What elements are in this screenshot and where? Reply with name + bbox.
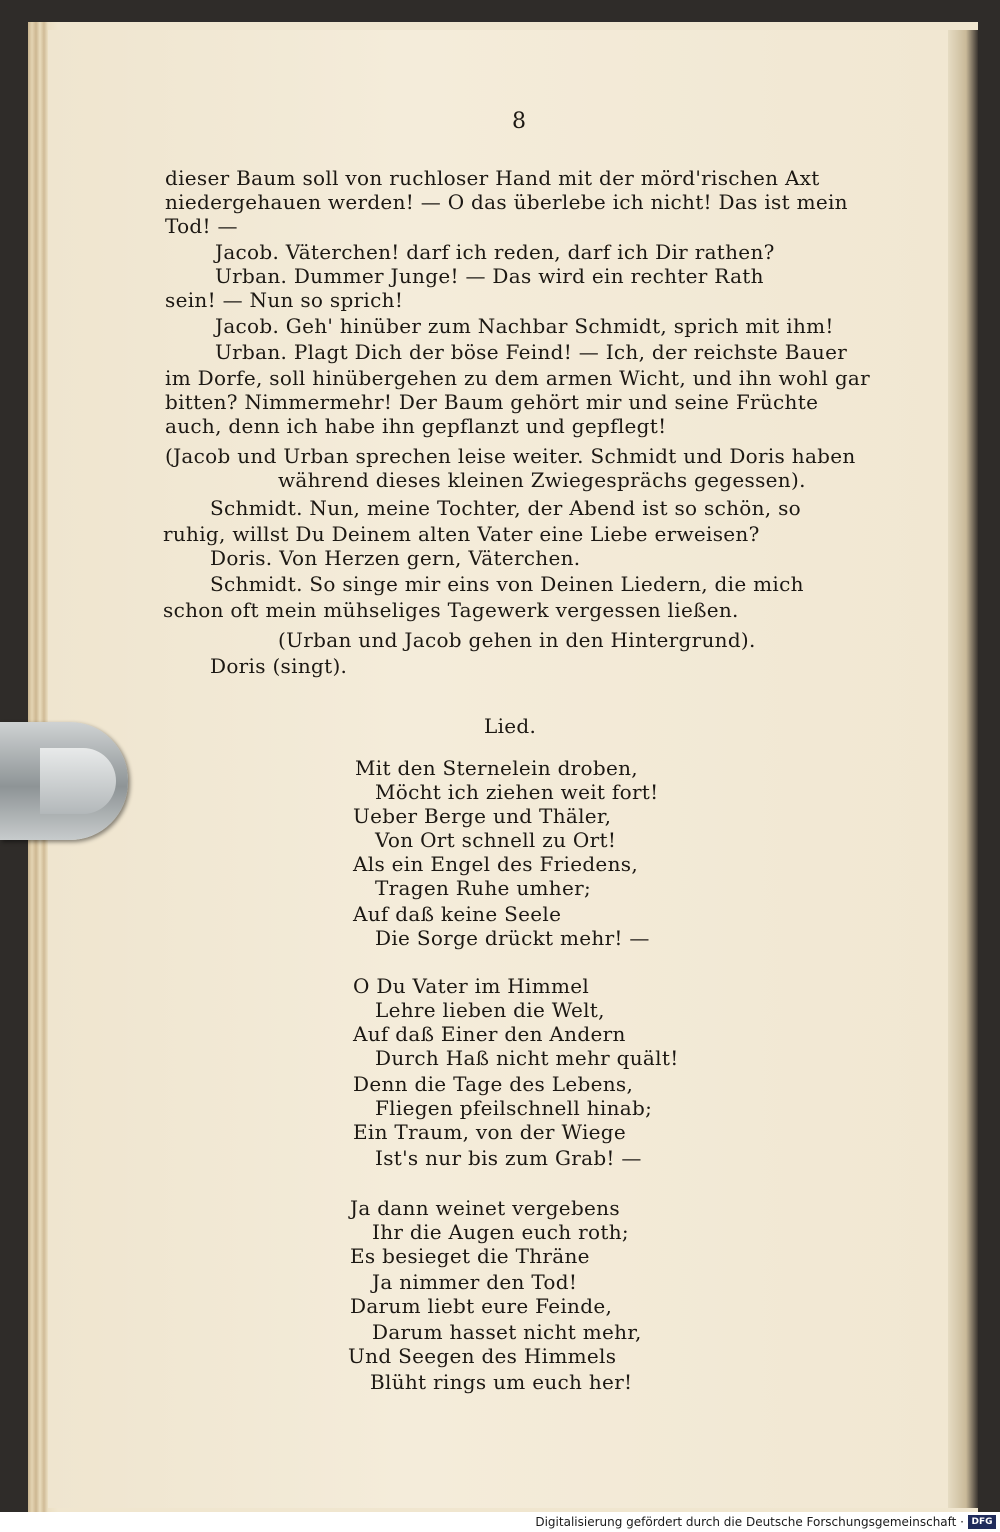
verse-line: Ihr die Augen euch roth; xyxy=(372,1220,629,1244)
stage-direction: während dieses kleinen Zwiegesprächs gegessen). xyxy=(278,468,806,492)
verse-line: Ist's nur bis zum Grab! — xyxy=(375,1146,642,1170)
verse-line: Durch Haß nicht mehr quält! xyxy=(375,1046,679,1070)
text-line: niedergehauen werden! — O das überlebe ich nicht! Das ist mein xyxy=(165,190,848,214)
stage-direction: (Jacob und Urban sprechen leise weiter. Schmidt und Doris haben xyxy=(165,444,856,468)
verse-line: Darum hasset nicht mehr, xyxy=(372,1320,642,1344)
verse-line: Lehre lieben die Welt, xyxy=(375,998,605,1022)
verse-line: Die Sorge drückt mehr! — xyxy=(375,926,650,950)
text-line: Jacob. Geh' hinüber zum Nachbar Schmidt, sprich mit ihm! xyxy=(215,314,834,338)
verse-line: Ja dann weinet vergebens xyxy=(350,1196,620,1220)
verse-line: Von Ort schnell zu Ort! xyxy=(375,828,617,852)
text-line: Urban. Dummer Junge! — Das wird ein rechter Rath xyxy=(215,264,764,288)
page-number: 8 xyxy=(512,109,527,134)
verse-line: Auf daß Einer den Andern xyxy=(353,1022,626,1046)
text-line: Urban. Plagt Dich der böse Feind! — Ich, der reichste Bauer xyxy=(215,340,848,364)
verse-line: Und Seegen des Himmels xyxy=(348,1344,617,1368)
verse-line: Mit den Sternelein droben, xyxy=(355,756,638,780)
verse-line: Tragen Ruhe umher; xyxy=(375,876,591,900)
verse-line: Ein Traum, von der Wiege xyxy=(353,1120,627,1144)
text-line: Doris. Von Herzen gern, Väterchen. xyxy=(210,546,581,570)
verse-line: Ja nimmer den Tod! xyxy=(372,1270,578,1294)
text-line: dieser Baum soll von ruchloser Hand mit der mörd'rischen Axt xyxy=(165,166,820,190)
page-right-edge xyxy=(948,30,978,1508)
verse-line: O Du Vater im Himmel xyxy=(353,974,590,998)
text-line: auch, denn ich habe ihn gepflanzt und gepflegt! xyxy=(165,414,667,438)
song-title: Lied. xyxy=(484,714,537,738)
stage-direction: (Urban und Jacob gehen in den Hintergrund). xyxy=(278,628,756,652)
verse-line: Ueber Berge und Thäler, xyxy=(353,804,612,828)
verse-line: Darum liebt eure Feinde, xyxy=(350,1294,613,1318)
text-line: schon oft mein mühseliges Tagewerk vergessen ließen. xyxy=(163,598,739,622)
text-line: sein! — Nun so sprich! xyxy=(165,288,404,312)
verse-line: Als ein Engel des Friedens, xyxy=(353,852,638,876)
text-line: Doris (singt). xyxy=(210,654,348,678)
text-line: bitten? Nimmermehr! Der Baum gehört mir und seine Früchte xyxy=(165,390,819,414)
verse-line: Blüht rings um euch her! xyxy=(370,1370,633,1394)
verse-line: Es besieget die Thräne xyxy=(350,1244,590,1268)
verse-line: Auf daß keine Seele xyxy=(353,902,562,926)
dfg-logo-icon: DFG xyxy=(968,1515,996,1529)
verse-line: Möcht ich ziehen weit fort! xyxy=(375,780,659,804)
footer-bar xyxy=(0,1512,1000,1532)
text-line: Schmidt. Nun, meine Tochter, der Abend ist so schön, so xyxy=(210,496,801,520)
verse-line: Denn die Tage des Lebens, xyxy=(353,1072,634,1096)
text-line: Tod! — xyxy=(165,214,238,238)
text-line: Jacob. Väterchen! darf ich reden, darf ich Dir rathen? xyxy=(215,240,775,264)
text-line: im Dorfe, soll hinübergehen zu dem armen Wicht, und ihn wohl gar xyxy=(165,366,871,390)
text-line: ruhig, willst Du Deinem alten Vater eine Liebe erweisen? xyxy=(163,522,760,546)
text-line: Schmidt. So singe mir eins von Deinen Liedern, die mich xyxy=(210,572,804,596)
verse-line: Fliegen pfeilschnell hinab; xyxy=(375,1096,653,1120)
footer-credit: Digitalisierung gefördert durch die Deutsche Forschungsgemeinschaft · xyxy=(535,1515,964,1529)
page-clip-highlight xyxy=(40,748,116,814)
